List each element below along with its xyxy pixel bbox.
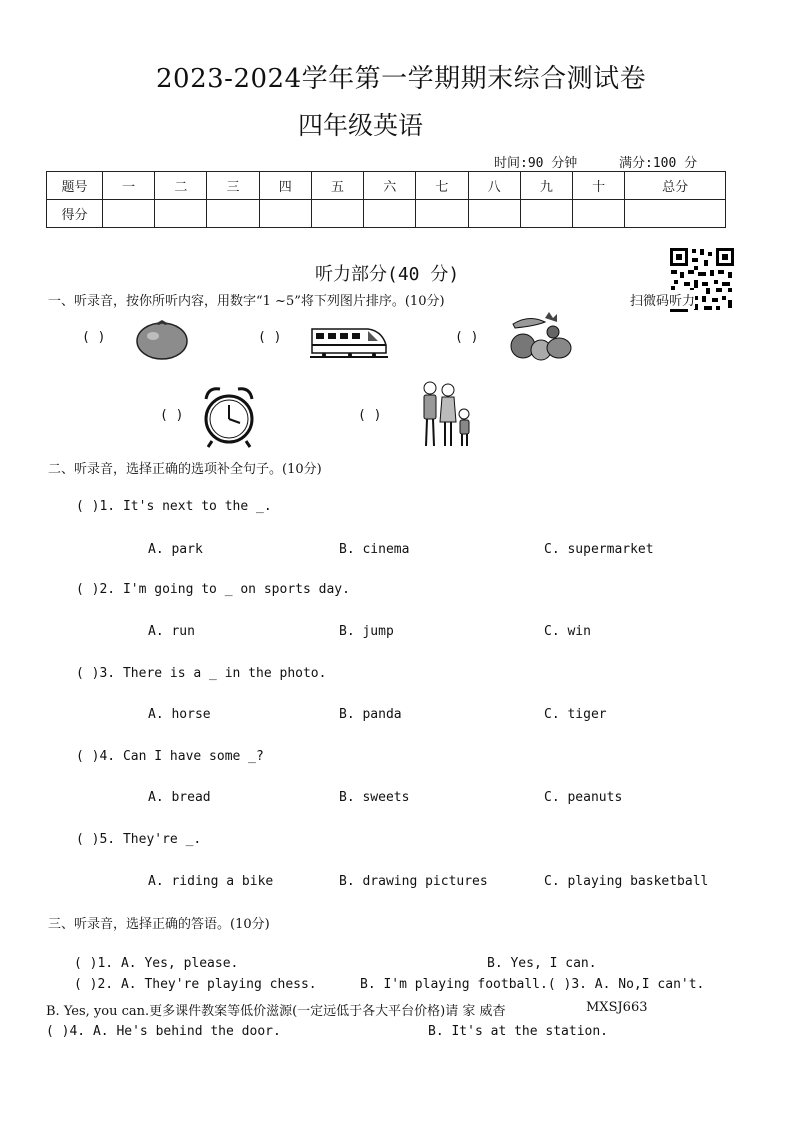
part3-q1-option-a[interactable]: ( )1. A. Yes, please. bbox=[74, 956, 239, 971]
score-table-col: 三 bbox=[207, 172, 259, 200]
answer-paren[interactable]: ( ) bbox=[258, 330, 282, 345]
option-b[interactable]: B. drawing pictures bbox=[339, 874, 488, 889]
option-b[interactable]: B. panda bbox=[339, 707, 402, 722]
option-a[interactable]: A. riding a bike bbox=[148, 874, 274, 889]
exam-title: 2023-2024学年第一学期期末综合测试卷 bbox=[156, 64, 647, 94]
score-table-col: 六 bbox=[364, 172, 416, 200]
score-cell[interactable] bbox=[364, 200, 416, 228]
train-icon bbox=[310, 319, 388, 361]
score-cell[interactable] bbox=[259, 200, 311, 228]
option-c[interactable]: C. peanuts bbox=[544, 790, 623, 805]
part2-heading: 二、听录音，选择正确的选项补全句子。(10分) bbox=[48, 462, 322, 477]
listening-section-title: 听力部分(40 分) bbox=[315, 264, 460, 285]
part3-heading: 三、听录音，选择正确的答语。(10分) bbox=[48, 917, 270, 932]
score-table-col: 九 bbox=[520, 172, 572, 200]
score-table-col: 总分 bbox=[625, 172, 726, 200]
score-cell[interactable] bbox=[520, 200, 572, 228]
part3-q2-q3-line[interactable]: B. I'm playing football.( )3. A. No,I can't. bbox=[360, 977, 705, 992]
score-table-row-label: 得分 bbox=[47, 200, 103, 228]
exam-subtitle: 四年级英语 bbox=[298, 111, 424, 140]
part3-q3-option-b[interactable]: B. Yes, you can.更多课件教案等低价滋源(一定远低于各大平台价格)请 家 威杳 bbox=[46, 1004, 506, 1019]
score-table bbox=[46, 171, 726, 228]
score-cell[interactable] bbox=[155, 200, 207, 228]
exam-time: 时间:90 分钟 bbox=[494, 156, 578, 171]
tomato-icon bbox=[135, 316, 189, 360]
score-cell[interactable] bbox=[468, 200, 520, 228]
score-table-row-label: 题号 bbox=[47, 172, 103, 200]
score-cell[interactable] bbox=[625, 200, 726, 228]
question-stem: ( )2. I'm going to _ on sports day. bbox=[76, 582, 350, 597]
score-cell[interactable] bbox=[572, 200, 624, 228]
score-table-col: 十 bbox=[572, 172, 624, 200]
option-a[interactable]: A. horse bbox=[148, 707, 211, 722]
option-b[interactable]: B. sweets bbox=[339, 790, 410, 805]
option-c[interactable]: C. win bbox=[544, 624, 591, 639]
score-table-header-row bbox=[47, 172, 726, 200]
option-a[interactable]: A. run bbox=[148, 624, 195, 639]
question-stem: ( )4. Can I have some _? bbox=[76, 749, 264, 764]
score-cell[interactable] bbox=[416, 200, 468, 228]
answer-paren[interactable]: ( ) bbox=[455, 330, 479, 345]
option-b[interactable]: B. cinema bbox=[339, 542, 410, 557]
alarm-clock-icon bbox=[200, 385, 258, 449]
answer-paren[interactable]: ( ) bbox=[358, 408, 382, 423]
option-c[interactable]: C. supermarket bbox=[544, 542, 654, 557]
score-table-col: 五 bbox=[311, 172, 363, 200]
score-cell[interactable] bbox=[207, 200, 259, 228]
part3-q1-option-b[interactable]: B. Yes, I can. bbox=[487, 956, 597, 971]
score-table-col: 四 bbox=[259, 172, 311, 200]
option-a[interactable]: A. park bbox=[148, 542, 203, 557]
score-table-col: 八 bbox=[468, 172, 520, 200]
option-c[interactable]: C. tiger bbox=[544, 707, 607, 722]
answer-paren[interactable]: ( ) bbox=[160, 408, 184, 423]
exam-full-score: 满分:100 分 bbox=[619, 156, 698, 171]
answer-paren[interactable]: ( ) bbox=[82, 330, 106, 345]
part3-q4-option-b[interactable]: B. It's at the station. bbox=[428, 1024, 609, 1039]
score-table-col: 二 bbox=[155, 172, 207, 200]
part3-code: MXSJ663 bbox=[586, 1000, 648, 1015]
part1-heading: 一、听录音，按你所听内容，用数字“1 ~5”将下列图片排序。(10分) bbox=[48, 294, 445, 309]
score-table-col: 七 bbox=[416, 172, 468, 200]
question-stem: ( )1. It's next to the _. bbox=[76, 499, 272, 514]
question-stem: ( )3. There is a _ in the photo. bbox=[76, 666, 327, 681]
scan-text: 扫微码听力 bbox=[630, 290, 695, 309]
option-a[interactable]: A. bread bbox=[148, 790, 211, 805]
fruits-icon bbox=[505, 312, 575, 364]
score-table-col: 一 bbox=[103, 172, 155, 200]
option-b[interactable]: B. jump bbox=[339, 624, 394, 639]
score-cell[interactable] bbox=[311, 200, 363, 228]
part3-q4-option-a[interactable]: ( )4. A. He's behind the door. bbox=[46, 1024, 281, 1039]
family-icon bbox=[416, 380, 474, 448]
question-stem: ( )5. They're _. bbox=[76, 832, 202, 847]
score-cell[interactable] bbox=[103, 200, 155, 228]
score-table-score-row bbox=[47, 200, 726, 228]
option-c[interactable]: C. playing basketball bbox=[544, 874, 709, 889]
part3-q2-option-a[interactable]: ( )2. A. They're playing chess. bbox=[74, 977, 317, 992]
